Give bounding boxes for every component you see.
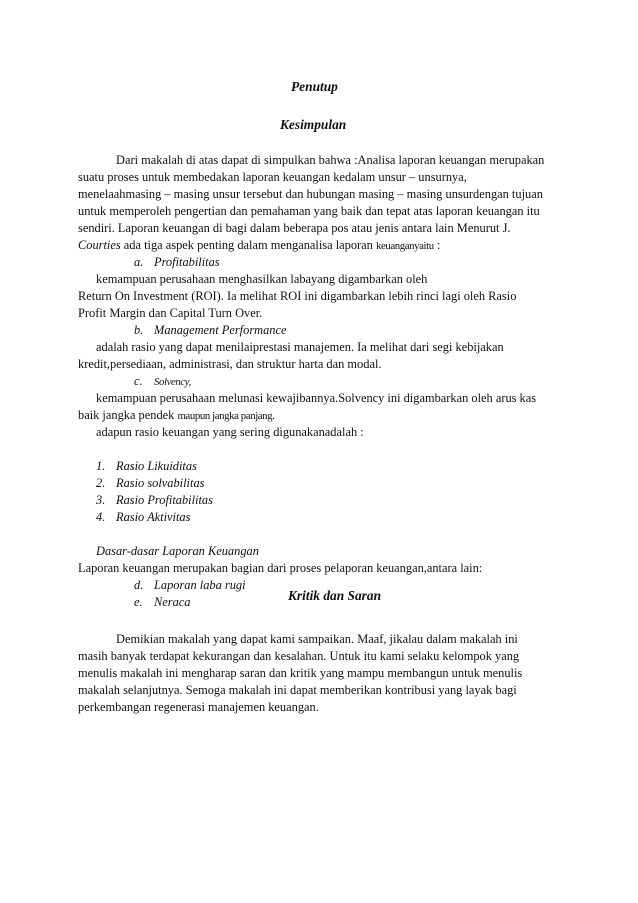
- aspect-a-title: [134, 254, 220, 271]
- aspect-title-text: Solvency,: [154, 376, 191, 388]
- list-item-text: Neraca: [154, 595, 191, 609]
- list-marker: c.: [134, 374, 143, 388]
- paragraph-line: Return On Investment (ROI). Ia melihat ROI ini digambarkan lebih rinci lagi oleh Rasio: [78, 289, 517, 303]
- text-span: ada tiga aspek penting dalam menganalisa laporan: [120, 238, 376, 252]
- paragraph-line: perkembangan regenerasi manajemen keuangan.: [78, 700, 319, 714]
- heading-kesimpulan: Kesimpulan: [280, 117, 347, 132]
- list-marker: d.: [134, 578, 144, 592]
- text-span: keuanganyaitu: [375, 240, 434, 252]
- paragraph-line: Laporan keuangan merupakan bagian dari proses pelaporan keuangan,antara lain:: [78, 561, 483, 575]
- list-marker: 4.: [96, 510, 106, 524]
- paragraph-line: [78, 237, 440, 255]
- list-item-text: Rasio Aktivitas: [116, 510, 191, 524]
- text-span: :: [433, 238, 441, 252]
- paragraph-line: untuk memperoleh pengertian dan pemahaman yang baik dan tepat atas laporan keuangan itu: [78, 204, 540, 218]
- list-item: [96, 475, 204, 492]
- paragraph-line: adapun rasio keuangan yang sering digunakanadalah :: [96, 425, 364, 439]
- list-item-text: Rasio solvabilitas: [116, 476, 205, 490]
- list-marker: e.: [134, 595, 143, 609]
- aspect-title-text: Management Performance: [154, 323, 287, 337]
- paragraph-line: adalah rasio yang dapat menilaiprestasi manajemen. Ia melihat dari segi kebijakan: [96, 340, 504, 354]
- list-item: [96, 509, 190, 526]
- paragraph-line: kemampuan perusahaan melunasi kewajibannya.Solvency ini digambarkan oleh arus kas: [96, 391, 537, 405]
- list-item: [96, 492, 213, 509]
- heading-penutup: Penutup: [291, 79, 338, 94]
- list-marker: 1.: [96, 459, 106, 473]
- paragraph-line: Profit Margin dan Capital Turn Over.: [78, 306, 263, 320]
- paragraph-line: makalah selanjutnya. Semoga makalah ini dapat memberikan kontribusi yang layak bagi: [78, 683, 517, 697]
- list-marker: a.: [134, 255, 144, 269]
- paragraph-line: masih banyak terdapat kekurangan dan kesalahan. Untuk itu kami selaku kelompok yang: [78, 649, 520, 663]
- heading-kritik-saran: Kritik dan Saran: [288, 588, 382, 603]
- paragraph-line: Demikian makalah yang dapat kami sampaikan. Maaf, jikalau dalam makalah ini: [116, 632, 518, 646]
- text-span: baik jangka pendek: [78, 408, 178, 422]
- list-item-text: Rasio Likuiditas: [116, 459, 197, 473]
- list-item: [96, 458, 197, 475]
- paragraph-line: kredit,persediaan, administrasi, dan struktur harta dan modal.: [78, 357, 382, 371]
- aspect-b-title: [134, 322, 286, 339]
- list-item-text: Rasio Profitabilitas: [116, 493, 213, 507]
- paragraph-line: menelaahmasing – masing unsur tersebut dan hubungan masing – masing unsurdengan tujuan: [78, 187, 543, 201]
- list-marker: 3.: [96, 493, 106, 507]
- paragraph-line: [78, 407, 274, 425]
- paragraph-line: menulis makalah ini mengharap saran dan kritik yang mampu membangun untuk menulis: [78, 666, 523, 680]
- aspect-c-title: [134, 373, 191, 391]
- paragraph-line: kemampuan perusahaan menghasilkan labayang digambarkan oleh: [96, 272, 428, 286]
- dasar-title: Dasar-dasar Laporan Keuangan: [96, 544, 259, 558]
- paragraph-line: sendiri. Laporan keuangan di bagi dalam beberapa pos atau jenis antara lain Menurut J.: [78, 221, 511, 235]
- aspect-title-text: Profitabilitas: [154, 255, 220, 269]
- list-marker: 2.: [96, 476, 106, 490]
- list-item-text: Laporan laba rugi: [154, 578, 246, 592]
- paragraph-line: Dari makalah di atas dapat di simpulkan bahwa :Analisa laporan keuangan merupakan: [116, 153, 545, 167]
- text-span: maupun jangka panjang.: [177, 410, 275, 422]
- paragraph-line: suatu proses untuk membedakan laporan keuangan kedalam unsur – unsurnya,: [78, 170, 467, 184]
- list-marker: b.: [134, 323, 144, 337]
- author-name: Courties: [78, 238, 121, 252]
